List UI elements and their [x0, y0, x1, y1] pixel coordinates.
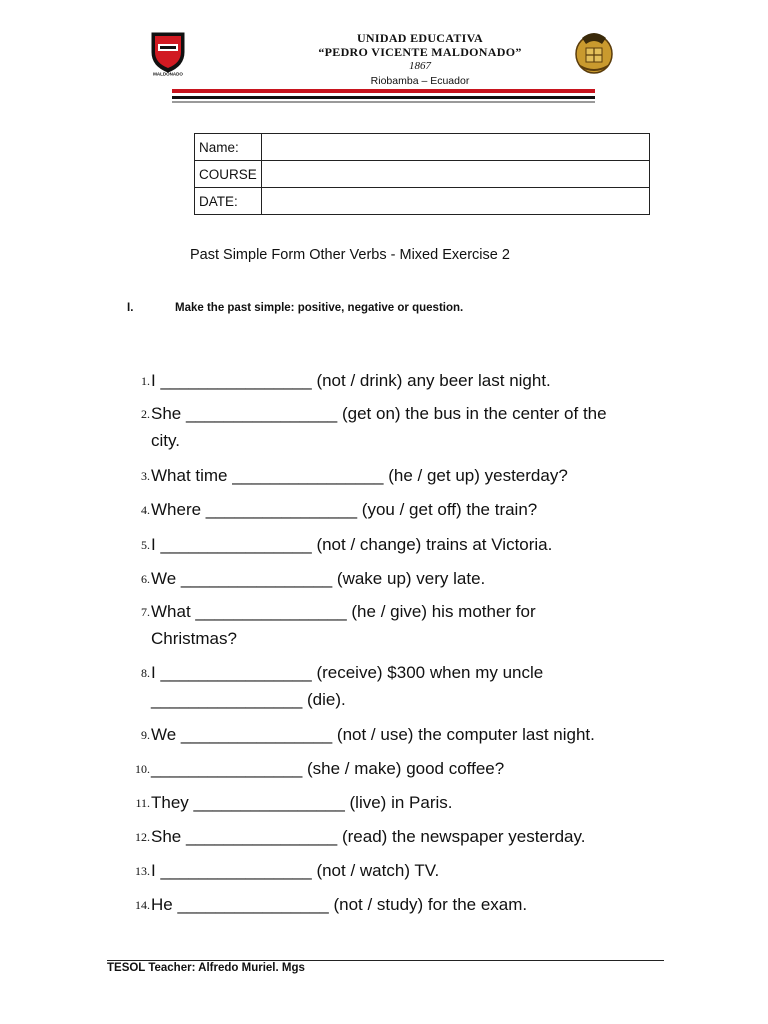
exercise-text[interactable]: ________________ (she / make) good coffee?: [151, 759, 505, 778]
exercise-number: 10.: [135, 762, 150, 776]
table-row: [195, 161, 650, 188]
exercise-number: 12.: [135, 830, 150, 844]
date-label: DATE:: [195, 188, 262, 215]
header-band-grey: [172, 101, 595, 103]
list-item: [135, 789, 671, 816]
header-band-black: [172, 96, 595, 99]
school-crest-logo: [148, 30, 188, 76]
exercise-text[interactable]: I ________________ (not / drink) any beer last night.: [151, 371, 551, 390]
exercise-number: 13.: [135, 864, 150, 878]
list-item: [141, 496, 671, 523]
name-field[interactable]: [262, 134, 650, 161]
exercise-number: 8.: [141, 666, 150, 680]
exercise-text[interactable]: We ________________ (wake up) very late.: [151, 569, 486, 588]
student-info-table: [194, 133, 650, 215]
exercise-number: 5.: [141, 538, 150, 552]
exercise-number: 14.: [135, 898, 150, 912]
exercise-text[interactable]: What ________________ (he / give) his mother for: [151, 602, 536, 621]
list-item: [141, 531, 671, 558]
exercise-number: 7.: [141, 605, 150, 619]
logo-caption: MALDONADO: [153, 71, 183, 76]
exercise-text[interactable]: Where ________________ (you / get off) the train?: [151, 500, 538, 519]
list-item: [141, 565, 671, 592]
exercise-text[interactable]: We ________________ (not / use) the computer last night.: [151, 725, 595, 744]
school-name-heading: “PEDRO VICENTE MALDONADO”: [318, 45, 522, 59]
list-item: [141, 367, 671, 394]
exercise-text[interactable]: They ________________ (live) in Paris.: [151, 793, 453, 812]
exercise-number: 6.: [141, 572, 150, 586]
list-item: [141, 400, 671, 454]
list-item: [141, 659, 671, 713]
list-item: [135, 891, 671, 918]
exercise-number: 4.: [141, 503, 150, 517]
exercise-text[interactable]: I ________________ (not / change) trains at Victoria.: [151, 535, 553, 554]
list-item: [135, 823, 671, 850]
exercise-number: 1.: [141, 374, 150, 388]
header-band-red: [172, 89, 595, 93]
exercise-text-continued: Christmas?: [151, 629, 237, 648]
list-item: [141, 598, 671, 652]
exercise-text[interactable]: What time ________________ (he / get up) yesterday?: [151, 466, 568, 485]
school-type-heading: UNIDAD EDUCATIVA: [356, 31, 484, 45]
list-item: [135, 857, 671, 884]
instruction-text: Make the past simple: positive, negative or question.: [175, 302, 464, 314]
exercise-text-continued[interactable]: ________________ (die).: [151, 690, 346, 709]
exercise-number: 9.: [141, 728, 150, 742]
exercise-text[interactable]: He ________________ (not / study) for the exam.: [151, 895, 528, 914]
list-item: [141, 462, 671, 489]
exercise-text[interactable]: She ________________ (get on) the bus in the center of the: [151, 404, 607, 423]
school-location: Riobamba – Ecuador: [370, 75, 470, 87]
exercise-text[interactable]: She ________________ (read) the newspaper yesterday.: [151, 827, 586, 846]
instruction-number: I.: [127, 302, 134, 314]
worksheet-title: Past Simple Form Other Verbs - Mixed Exercise 2: [190, 247, 510, 263]
table-row: [195, 134, 650, 161]
footer-divider: [107, 960, 664, 961]
list-item: [141, 721, 671, 748]
exercise-text[interactable]: I ________________ (not / watch) TV.: [151, 861, 440, 880]
course-field[interactable]: [262, 161, 650, 188]
exercise-number: 2.: [141, 407, 150, 421]
course-label: COURSE: [195, 161, 262, 188]
name-label: Name:: [195, 134, 262, 161]
exercise-number: 11.: [135, 796, 150, 810]
founding-year: 1867: [409, 60, 431, 72]
date-field[interactable]: [262, 188, 650, 215]
exercise-text-continued: city.: [151, 431, 180, 450]
table-row: [195, 188, 650, 215]
footer-teacher: TESOL Teacher: Alfredo Muriel. Mgs: [107, 962, 305, 974]
exercise-number: 3.: [141, 469, 150, 483]
exercise-text[interactable]: I ________________ (receive) $300 when my uncle: [151, 663, 544, 682]
list-item: [135, 755, 671, 782]
